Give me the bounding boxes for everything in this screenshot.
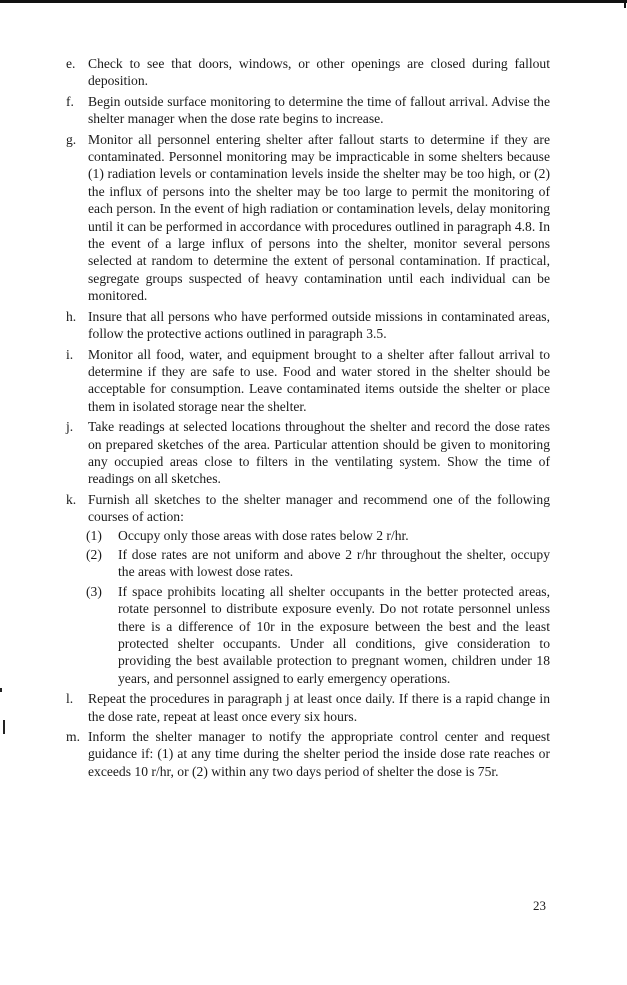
- item-text: Monitor all personnel entering shelter after fallout starts to determine if they are contaminated. Personnel monitoring may be impracticable in some shelters because (1) radiation levels or contamination levels inside the shelter may be too high, or (2) the influx of persons into the shelter may be too large to permit the monitoring of each person. In the event of high radiation or contamination levels, delay monitoring until it can be performed in accordance with procedures outlined in paragraph 4.8. In the event of a large influx of persons into the shelter, monitor several persons selected at random to determine the extent of personal contamination. If practical, segregate groups suspected of heavy contamination until each individual can be monitored.: [88, 131, 550, 304]
- item-text: Inform the shelter manager to notify the appropriate control center and request guidance if: (1) at any time during the shelter period the inside dose rate reaches or exceeds 10 r/hr, or (2) within any two days period of shelter the dose is 75r.: [88, 729, 550, 779]
- top-border-rule: [0, 0, 627, 3]
- item-label: m.: [66, 729, 80, 745]
- list-item-f: [66, 93, 550, 128]
- corner-tick-mark: [624, 0, 626, 8]
- list-item-k: [66, 491, 550, 526]
- subitem-text: If dose rates are not uniform and above 2 r/hr throughout the shelter, occupy the areas with lowest dose rates.: [118, 546, 550, 580]
- item-label: j.: [66, 419, 74, 435]
- item-label: k.: [66, 491, 77, 507]
- sub-list-item-1: [66, 527, 550, 544]
- subitem-text: Occupy only those areas with dose rates below 2 r/hr.: [118, 527, 409, 543]
- item-text: Insure that all persons who have performed outside missions in contaminated areas, follow the protective actions outlined in paragraph 3.5.: [88, 308, 550, 342]
- subitem-label: (3): [86, 583, 102, 599]
- item-text: Monitor all food, water, and equipment brought to a shelter after fallout arrival to determine if they are safe to use. Food and water stored in the shelter should be acceptable for consumption. Leave contaminated items outside the shelter or place them in isolated storage near the shelter.: [88, 346, 550, 414]
- list-item-j: [66, 418, 550, 488]
- item-text: Check to see that doors, windows, or other openings are closed during fallout deposition.: [88, 56, 550, 89]
- sub-list-item-2: [66, 546, 550, 581]
- document-body: [66, 55, 550, 783]
- left-edge-mark: [3, 720, 5, 734]
- item-text: Take readings at selected locations throughout the shelter and record the dose rates on prepared sketches of the area. Particular attention should be given to monitoring any occupied areas close to filters in the ventilating system. Show the time of readings on all sketches.: [88, 419, 550, 487]
- item-label: f.: [66, 93, 74, 109]
- item-text: Repeat the procedures in paragraph j at least once daily. If there is a rapid change in the dose rate, repeat at least once every six hours.: [88, 691, 550, 724]
- list-item-l: [66, 690, 550, 725]
- list-item-m: [66, 728, 550, 780]
- list-item-h: [66, 308, 550, 343]
- item-label: e.: [66, 56, 76, 71]
- subitem-label: (2): [86, 546, 102, 562]
- item-text: Begin outside surface monitoring to determine the time of fallout arrival. Advise the shelter manager when the dose rate begins to increase.: [88, 93, 550, 127]
- subitem-label: (1): [86, 527, 102, 543]
- item-text: Furnish all sketches to the shelter manager and recommend one of the following courses of action:: [88, 491, 550, 525]
- page-number: 23: [533, 898, 546, 913]
- item-label: g.: [66, 131, 77, 147]
- left-edge-mark: [0, 688, 2, 692]
- sub-list-item-3: [66, 583, 550, 687]
- item-label: i.: [66, 346, 74, 362]
- item-label: h.: [66, 308, 77, 324]
- list-item-g: [66, 131, 550, 305]
- subitem-text: If space prohibits locating all shelter occupants in the better protected areas, rotate personnel to distribute exposure evenly. Do not rotate personnel unless there is a difference of 10r in the exposure between the best and the least protected shelter occupants. Under all conditions, give consideration to providing the best available protection to pregnant women, children under 18 years, and personnel assigned to early emergency operations.: [118, 583, 550, 686]
- item-label: l.: [66, 691, 74, 707]
- list-item-i: [66, 346, 550, 416]
- list-item-e: [66, 55, 550, 90]
